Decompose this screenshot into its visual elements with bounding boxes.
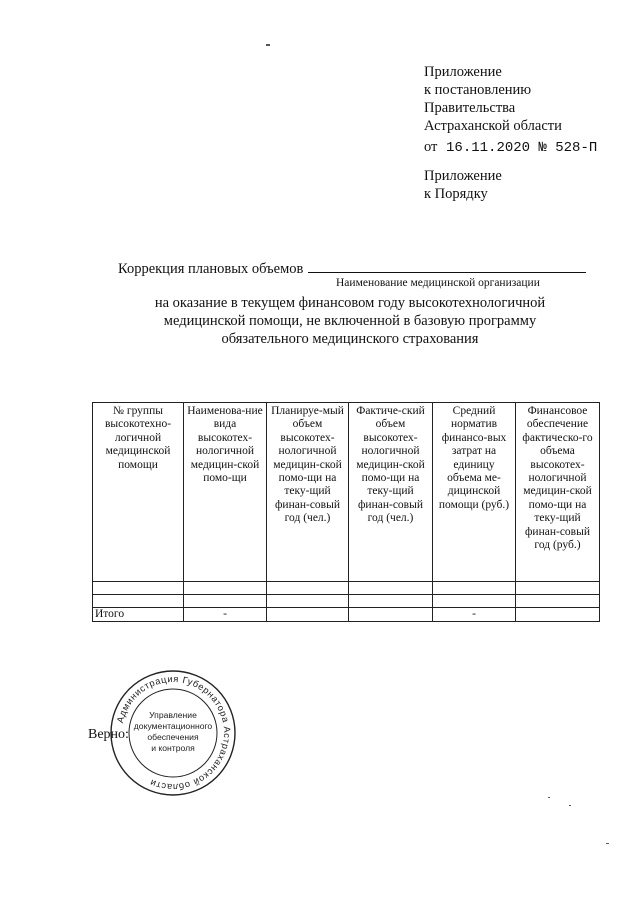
header-cell: Наименова-ние вида высокотех-нологичной медицин-ской помо-щи [184, 403, 267, 582]
organization-caption: Наименование медицинской организации [336, 277, 540, 289]
total-cell: - [184, 608, 267, 622]
appendix-header [424, 63, 597, 157]
volume-correction-table [92, 402, 600, 622]
table-row [93, 582, 600, 595]
appendix-line: Приложение [424, 64, 502, 80]
document-title [118, 258, 586, 278]
appendix-to-order [424, 167, 502, 203]
subtitle-line: медицинской помощи, не включенной в базовую программу [163, 313, 537, 329]
official-stamp [108, 668, 238, 798]
appendix-line: к постановлению [424, 82, 532, 98]
appendix-line: к Порядку [424, 186, 488, 202]
total-cell [349, 608, 433, 622]
total-cell [267, 608, 349, 622]
document-subtitle [100, 294, 600, 348]
header-cell: № группы высокотехно-логичной медицинской помощи [93, 403, 184, 582]
total-cell [516, 608, 600, 622]
stamp-center-line: Управление [149, 710, 197, 720]
organization-name-blank [308, 258, 586, 273]
stamp-ring-textpath: Администрация Губернатора Астраханской области [115, 673, 233, 793]
appendix-line: Астраханской области [424, 118, 562, 134]
header-cell: Фактиче-ский объем высокотех-нологичной медицин-ской помо-щи на теку-щий финан-совый год (чел.) [349, 403, 433, 582]
scan-speck [266, 44, 270, 46]
header-cell: Средний норматив финансо-вых затрат на единицу объема ме-дицинской помощи (руб.) [433, 403, 516, 582]
total-label: Итого [93, 608, 184, 622]
table-total-row [93, 608, 600, 622]
table-header-row [93, 403, 600, 582]
subtitle-line: на оказание в текущем финансовом году высокотехнологичной [154, 295, 546, 311]
header-cell: Планируе-мый объем высокотех-нологичной медицин-ской помо-щи на теку-щий финан-совый год (чел.) [267, 403, 349, 582]
date-value: 16.11.2020 № 528-П [446, 140, 598, 156]
table-row [93, 595, 600, 608]
stamp-center-line: и контроля [151, 743, 195, 753]
total-cell: - [433, 608, 516, 622]
appendix-line: Правительства [424, 100, 516, 116]
date-prefix: от [424, 139, 438, 155]
scan-speck [569, 805, 571, 806]
stamp-center-line: обеспечения [147, 732, 199, 742]
stamp-center-line: документационного [133, 721, 213, 731]
appendix-line: Приложение [424, 168, 502, 184]
appendix-date-line [424, 138, 597, 157]
subtitle-line: обязательного медицинского страхования [221, 331, 479, 347]
header-cell: Финансовое обеспечение фактическо-го объема высокотех-нологичной медицин-ской помо-щи на теку-щий финан-совый год (руб.) [516, 403, 600, 582]
title-main: Коррекция плановых объемов [118, 261, 304, 277]
scan-speck [606, 843, 609, 844]
certification-label: Верно: [88, 727, 129, 742]
scan-speck [548, 797, 550, 798]
